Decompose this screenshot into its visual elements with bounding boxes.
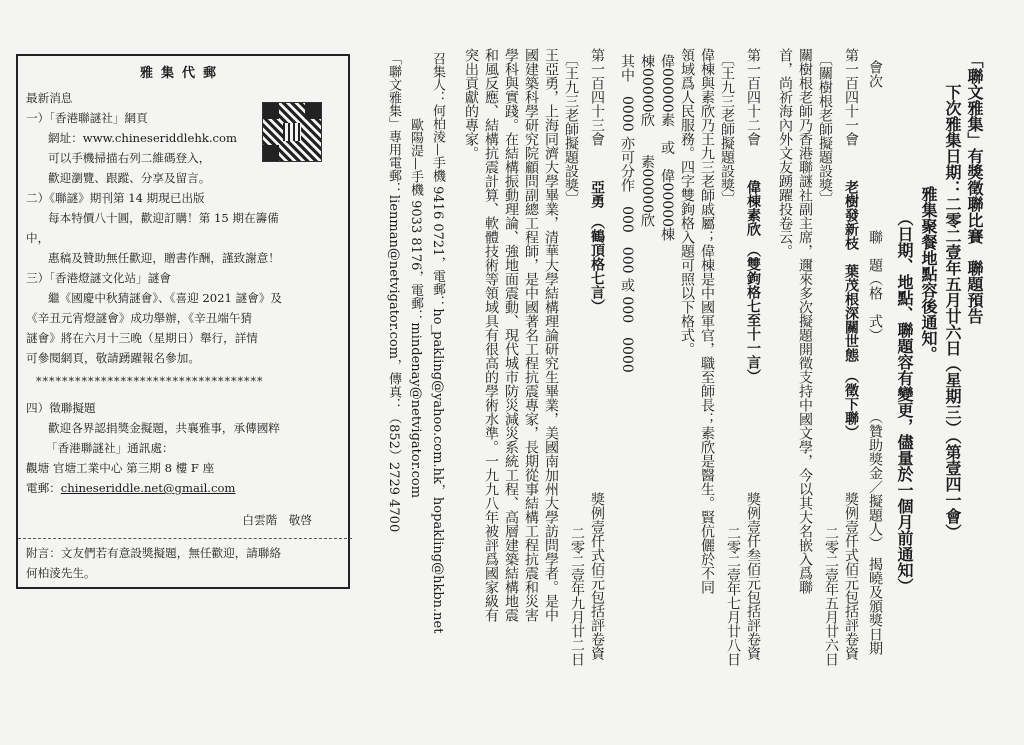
meeting-143-desc-1: 王亞勇，上海同濟大學畢業，清華大學結構理論研究生畢業，美國南加州大學訪問學者。是中 (543, 48, 559, 622)
item4-desc-2: 「香港聯謎社」通訊處： (46, 441, 174, 455)
meeting-142-prize: 獎例壹仟叁佰元包括評卷資 (745, 492, 761, 660)
website-link[interactable]: www.chineseriddlehk.com (82, 131, 237, 145)
item4-title: 四）徵聯擬題 (26, 401, 96, 415)
meeting-142-format-3: 其中 0000 亦可分作 000 000 或 000 0000 (619, 54, 635, 373)
meeting-141-date: 二零二壹年五月廿六日 (823, 526, 839, 666)
meeting-141-prize: 獎例壹仟式佰元包括評卷資 (843, 492, 859, 660)
meeting-141-desc-2: 首，尚祈海內外文友踴躍投卷云。 (777, 48, 793, 258)
meeting-143-label: 第一百四十三會 (589, 48, 605, 146)
meeting-142-format-2: 棟00000欣 素00000欣 (639, 54, 655, 228)
meeting-142-label: 第一百四十二會 (745, 48, 761, 146)
header-prize: （贊助獎金／擬題人） 揭曉及頒獎日期 (867, 410, 883, 655)
meeting-141-desc-1: 關樹根老師乃香港聯謎社副主席，邇來多次擬題開徵支持中國文學，今以其大名嵌入爲聯 (797, 48, 813, 594)
notice-title: 「聯文雅集」有獎徵聯比賽 聯題預告 (965, 52, 984, 324)
contact-convener: 召集人：何柏淩—手機 9416 0721，電郵：ho_pakling@yahoo.com.hk，hopakling@hkbn.net (430, 52, 445, 634)
item4-email-line (26, 478, 338, 498)
item3-desc-4: 可參閱網頁，敬請踴躍報名參加。 (26, 351, 200, 365)
item1-desc-1: 可以手機掃描右列二維碼登入， (48, 151, 211, 165)
meeting-142-theme: 偉棟素欣 （雙鉤格七至十一言） (745, 180, 761, 383)
dashed-divider (18, 538, 352, 539)
signature: 白雲階 敬啓 (242, 513, 312, 527)
item1-url-label: 網址： (48, 131, 83, 145)
meeting-143-desc-3: 學科與實踐。在結構振動理論、強地面震動、現代城市防災減災系統工程、高層建築結構地震 (503, 48, 519, 622)
next-meeting-date: 下次雅集日期：二零二壹年五月廿六日（星期三）（第壹四一會） (943, 84, 962, 540)
meeting-142-setter: 〔王九三老師擬題設獎〕 (719, 52, 735, 206)
postscript-2: 何柏淩先生。 (26, 566, 96, 580)
meeting-143-prize: 獎例壹仟式佰元包括評卷資 (589, 492, 605, 660)
meeting-143-desc-4: 和風反應、結構抗震計算、軟體技術等領域具有很高的學術水準。一九九八年被評爲國家級有 (483, 48, 499, 622)
item2-title: 二）《聯謎》期刊第 14 期現已出版 (26, 191, 205, 205)
meeting-143-desc-2: 國建築科學研究院顧問副總工程師，是中國著名工程抗震專家，長期從事結構工程抗震和災害 (523, 48, 539, 622)
item4-email-label: 電郵： (26, 481, 61, 495)
item3-desc-1: 繼《國慶中秋猜謎會》、《喜迎 2021 謎會》及 (48, 291, 282, 305)
header-title: 聯 題（格 式） (867, 230, 883, 342)
meeting-143-theme: 亞勇 （鶴頂格七言） (589, 180, 605, 313)
meeting-143-desc-5: 突出貢獻的專家。 (463, 48, 479, 160)
meeting-142-desc-2: 領域爲人民服務。四字雙鉤格入題可照以下格式。 (679, 48, 695, 356)
contact-email-fax: 「聯文雅集」專用電郵：lienman@netvigator.com，傳真：（852）2729 4700 (386, 52, 401, 533)
meeting-142-desc-1: 偉棟與素欣乃王九三老師戚屬；偉棟是中國軍官，職至師長；素欣是醫生。賢伉儷於不同 (699, 48, 715, 594)
item2-desc-3: 惠稿及贊助無任歡迎，贈書作酬，謹致謝意！ (48, 251, 280, 265)
meeting-143-setter: 〔王九三老師擬題設獎〕 (563, 52, 579, 206)
meeting-142-format-1: 偉00000素 或 偉00000棟 (659, 54, 675, 242)
item2-desc-2: 中， (26, 231, 50, 245)
item3-desc-3: 謎會》將在六月十三晚（星期日）舉行，詳情 (26, 331, 258, 345)
meeting-141-theme: 老樹發新枝 葉茂根深關世態 （徵下聯） (843, 180, 859, 439)
meeting-141-label: 第一百四十一會 (843, 48, 859, 146)
email-link[interactable]: chineseriddle.net@gmail.com (60, 481, 236, 495)
meeting-143-date: 二零二壹年九月廿二日 (569, 526, 585, 666)
item3-desc-2: 《辛丑元宵燈謎會》成功舉辦，《辛丑端午猜 (26, 311, 253, 325)
item3-title: 三）「香港燈謎文化站」謎會 (26, 271, 171, 285)
qr-code-icon[interactable] (262, 102, 322, 162)
item2-desc-1: 每本特價八十圓，歡迎訂購！第 15 期在籌備 (48, 211, 279, 225)
mailbox-title: 雅集代郵 (139, 66, 224, 81)
meeting-141-setter: 〔關樹根老師擬題設獎〕 (817, 52, 833, 206)
contact-ouyang: 歐陽湜—手機 9033 8176，電郵：mindenay@netvigator.com (408, 118, 423, 499)
news-heading: 最新消息 (26, 91, 73, 105)
item1-desc-2: 歡迎瀏覽、跟蹤、分享及留言。 (48, 171, 211, 185)
change-note: （日期、地點、聯題容有變更，儘量於一個月前通知） (895, 210, 914, 594)
venue-note: 雅集聚餐地點容後通知。 (919, 186, 938, 362)
item4-address: 觀塘 官塘工業中心 第三期 8 樓 F 座 (26, 461, 215, 475)
meeting-142-date: 二零二壹年七月廿八日 (725, 526, 741, 666)
header-meeting: 會次 (867, 60, 883, 88)
item4-desc-1: 歡迎各界認捐獎金擬題，共襄雅事，承傳國粹 (48, 421, 280, 435)
star-divider: *********************************** (36, 375, 264, 388)
item1-title: 一）「香港聯謎社」網頁 (26, 111, 148, 125)
postscript-1: 附言：文友們若有意設獎擬題，無任歡迎，請聯絡 (26, 546, 282, 560)
